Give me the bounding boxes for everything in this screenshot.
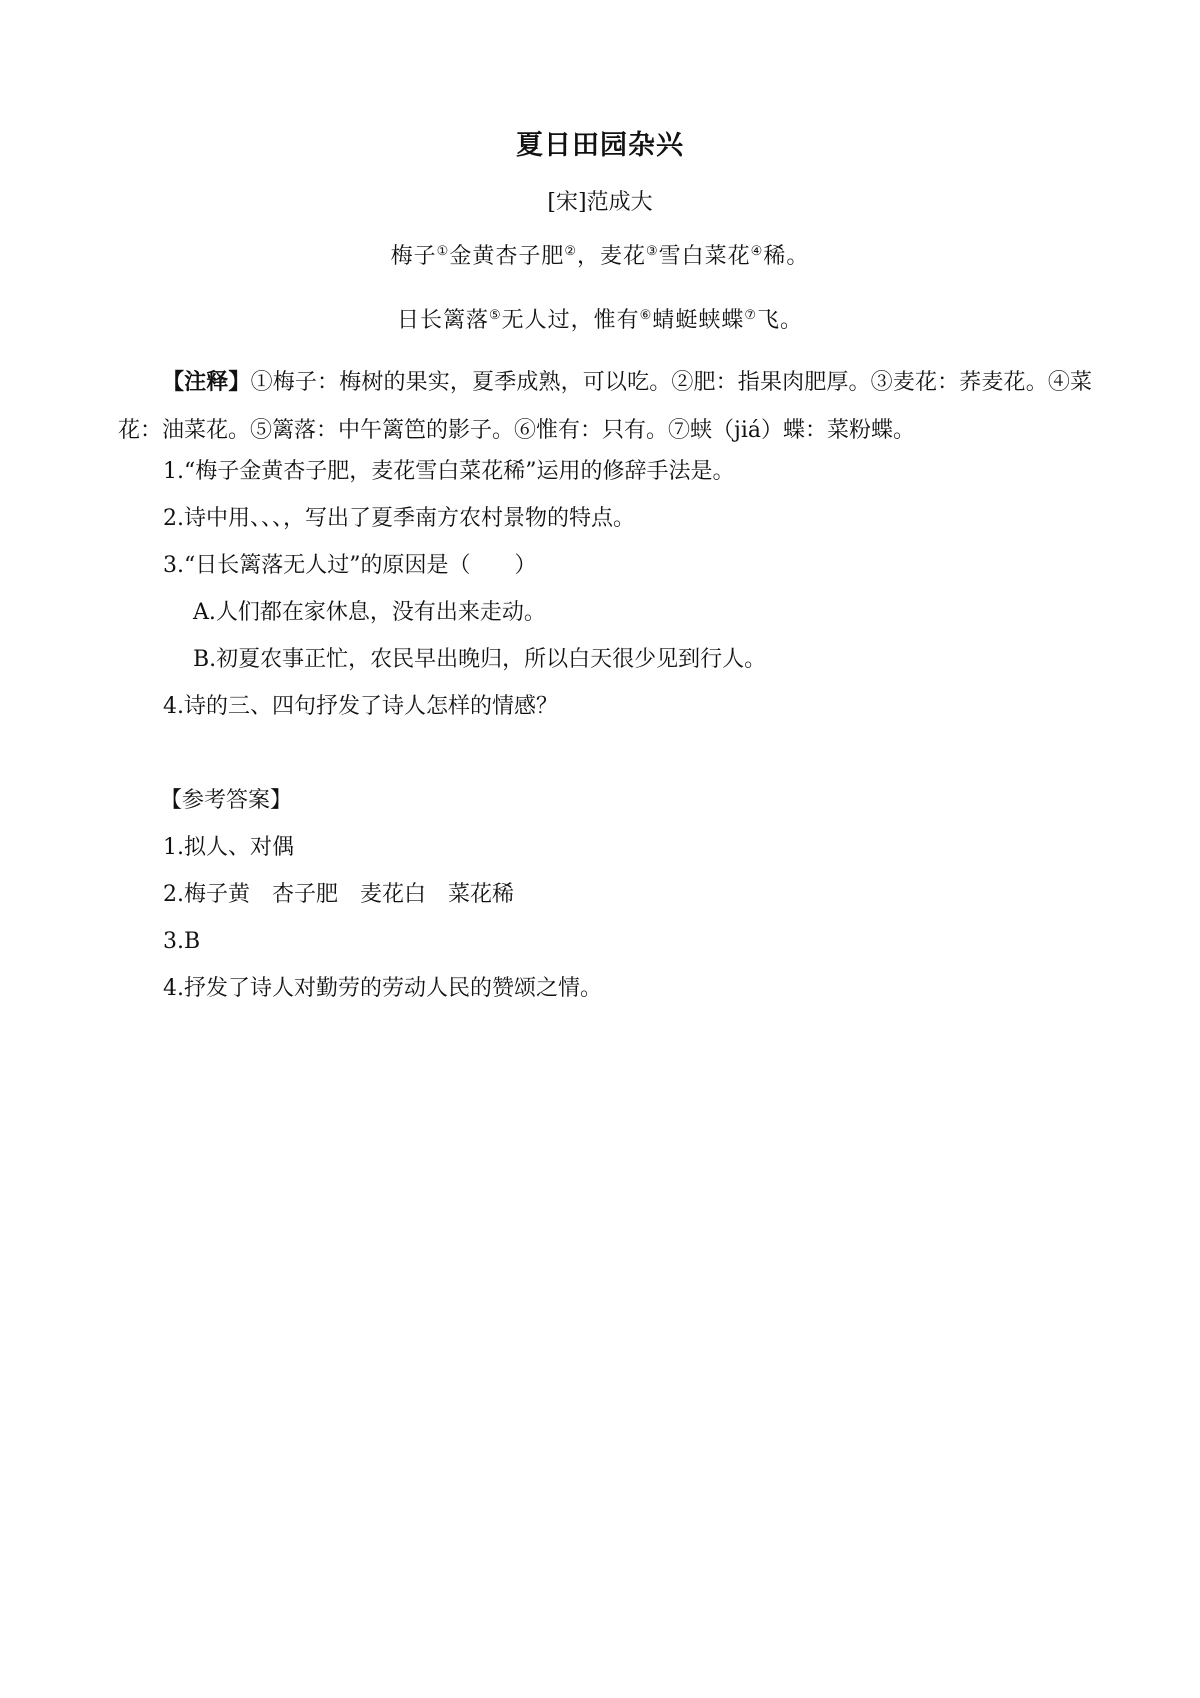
poem-author: [宋]范成大 xyxy=(547,190,653,215)
answer-3: 3.B xyxy=(163,929,201,954)
question-4: 4.诗的三、四句抒发了诗人怎样的情感？ xyxy=(163,694,558,719)
question-1: 1.“梅子金黄杏子肥，麦花雪白菜花稀”运用的修辞手法是。 xyxy=(163,459,735,484)
option-b: B.初夏农事正忙，农民早出晚归，所以白天很少见到行人。 xyxy=(193,647,767,672)
poem-text: 雪白菜花 xyxy=(658,244,751,269)
question-2: 2.诗中用、、、，写出了夏季南方农村景物的特点。 xyxy=(163,506,635,531)
answer-4: 4.抒发了诗人对勤劳的劳动人民的赞颂之情。 xyxy=(163,976,602,1001)
footnote-mark: ④ xyxy=(750,244,764,259)
poem-text: 日长篱落 xyxy=(396,308,489,333)
poem-text: 无人过，惟有 xyxy=(501,308,640,333)
option-a: A.人们都在家休息，没有出来走动。 xyxy=(193,600,546,625)
footnote-mark: ⑥ xyxy=(639,308,653,323)
answer-1: 1.拟人、对偶 xyxy=(163,835,294,860)
poem-text: 梅子 xyxy=(390,244,437,269)
annotation-text: ①梅子：梅树的果实，夏季成熟，可以吃。②肥：指果肉肥厚。③麦花：荞麦花。④菜花：油菜花。⑤篱落：中午篱笆的影子。⑥惟有：只有。⑦蛱（jiá）蝶：菜粉蝶。 xyxy=(118,370,1092,443)
poem-text: 蜻蜓蛱蝶 xyxy=(652,308,745,333)
annotation-label: 【注释】 xyxy=(162,369,251,395)
poem-text: 稀。 xyxy=(763,244,810,269)
poem-title: 夏日田园杂兴 xyxy=(516,130,684,161)
footnote-mark: ⑤ xyxy=(489,308,502,323)
footnote-mark: ③ xyxy=(646,244,659,259)
answers-heading: 【参考答案】 xyxy=(160,788,293,813)
poem-line-2 xyxy=(0,306,1200,336)
annotation-paragraph xyxy=(118,358,1092,455)
footnote-mark: ② xyxy=(564,244,577,259)
poem-text: ，麦花 xyxy=(576,244,646,269)
poem-line-1 xyxy=(0,242,1200,272)
poem-text: 金黄杏子肥 xyxy=(449,244,565,269)
footnote-mark: ⑦ xyxy=(744,308,757,323)
question-3: 3.“日长篱落无人过”的原因是（ ） xyxy=(163,553,537,578)
answer-2: 2.梅子黄 杏子肥 麦花白 菜花稀 xyxy=(163,882,514,907)
footnote-mark: ① xyxy=(436,244,450,259)
poem-text: 飞。 xyxy=(757,308,804,333)
